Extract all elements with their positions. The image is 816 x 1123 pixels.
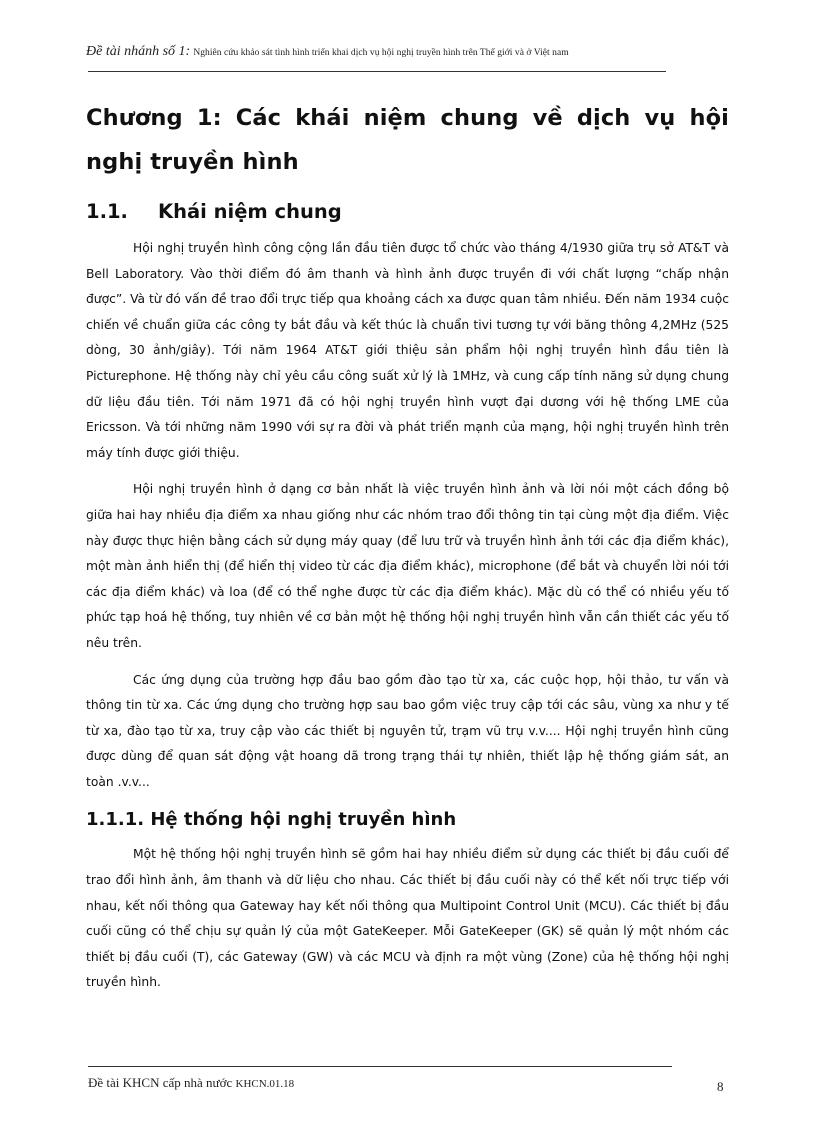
header-divider bbox=[88, 71, 666, 72]
running-header bbox=[86, 44, 726, 60]
subsection-heading: 1.1.1. Hệ thống hội nghị truyền hình bbox=[86, 809, 457, 831]
footer-label: Đề tài KHCN cấp nhà nước bbox=[88, 1075, 233, 1090]
section-title: Khái niệm chung bbox=[158, 200, 342, 223]
paragraph: Các ứng dụng của trường hợp đầu bao gồm đào tạo từ xa, các cuộc họp, hội thảo, tư vấn và thông tin từ xa. Các ứng dụng cho trường hợp sau bao gồm việc truy cập tới các sâu, vùng xa như y tế từ xa, đào tạo từ xa, truy cập vào các thiết bị nguyên tử, trạm vũ trụ v.v.... Hội nghị truyền hình cũng được dùng để quan sát động vật hoang dã trong trạng thái tự nhiên, thiết lập hệ thống giám sát, an toàn .v.v... bbox=[86, 672, 729, 789]
footer-text bbox=[88, 1075, 294, 1091]
header-topic: Đề tài nhánh số 1: bbox=[86, 44, 191, 59]
section-heading bbox=[86, 198, 729, 226]
section-number: 1.1. bbox=[86, 200, 128, 223]
page-number: 8 bbox=[717, 1079, 724, 1094]
footer-divider bbox=[88, 1066, 672, 1067]
main-content bbox=[86, 96, 729, 1007]
paragraph: Hội nghị truyền hình ở dạng cơ bản nhất là việc truyền hình ảnh và lời nói một cách đồng bộ giữa hai hay nhiều địa điểm xa nhau giống như các nhóm trao đổi thông tin tại cùng một địa điểm. Việc này được thực hiện bằng cách sử dụng máy quay (để lưu trữ và truyền hình ảnh tới các địa điểm khác), một màn ảnh hiển thị (để hiển thị video từ các địa điểm khác), microphone (để bắt và chuyển lời nói tới các địa điểm khác) và loa (để có thể nghe được từ các địa điểm khác). Mặc dù có thể có nhiều yếu tố phức tạp hoá hệ thống, tuy nhiên về cơ bản một hệ thống hội nghị truyền hình vẫn cần thiết các yếu tố nêu trên. bbox=[86, 482, 729, 650]
paragraph: Một hệ thống hội nghị truyền hình sẽ gồm hai hay nhiều điểm sử dụng các thiết bị đầu cuối để trao đổi hình ảnh, âm thanh và dữ liệu cho nhau. Các thiết bị đầu cuối này có thể kết nối trực tiếp với nhau, kết nối thông qua Gateway hay kết nối thông qua Multipoint Control Unit (MCU). Các thiết bị đầu cuối cũng có thể chịu sự quản lý của một GateKeeper. Mỗi GateKeeper (GK) sẽ quản lý một nhóm các thiết bị đầu cuối (T), các Gateway (GW) và các MCU và định ra một vùng (Zone) của hệ thống hội nghị truyền hình. bbox=[86, 847, 729, 990]
header-description: Nghiên cứu khảo sát tình hình triển khai dịch vụ hội nghị truyền hình trên Thế giới và ở Việt nam bbox=[193, 48, 569, 58]
chapter-title: Chương 1: Các khái niệm chung về dịch vụ hội nghị truyền hình bbox=[86, 105, 729, 175]
paragraph: Hội nghị truyền hình công cộng lần đầu tiên được tổ chức vào tháng 4/1930 giữa trụ sở AT&T và Bell Laboratory. Vào thời điểm đó âm thanh và hình ảnh được truyền đi với chất lượng “chấp nhận được”. Và từ đó vấn đề trao đổi trực tiếp qua khoảng cách xa được quan tâm nhiều. Đến năm 1934 cuộc chiến về chuẩn giữa các công ty bắt đầu và kết thúc là chuẩn tivi tương tự với băng thông 4,2MHz (525 dòng, 30 ảnh/giây). Tới năm 1964 AT&T giới thiệu sản phẩm hội nghị truyền hình đầu tiên là Picturephone. Hệ thống này chỉ yêu cầu công suất xử lý là 1MHz, và cung cấp tính năng sử dụng chung dữ liệu đầu tiên. Tới năm 1971 đã có hội nghị truyền hình vượt đại dương với hệ thống LME của Ericsson. Và tới những năm 1990 với sự ra đời và phát triển mạnh của mạng, hội nghị truyền hình trên máy tính được giới thiệu. bbox=[86, 241, 730, 460]
footer-code: KHCN.01.18 bbox=[235, 1078, 295, 1090]
